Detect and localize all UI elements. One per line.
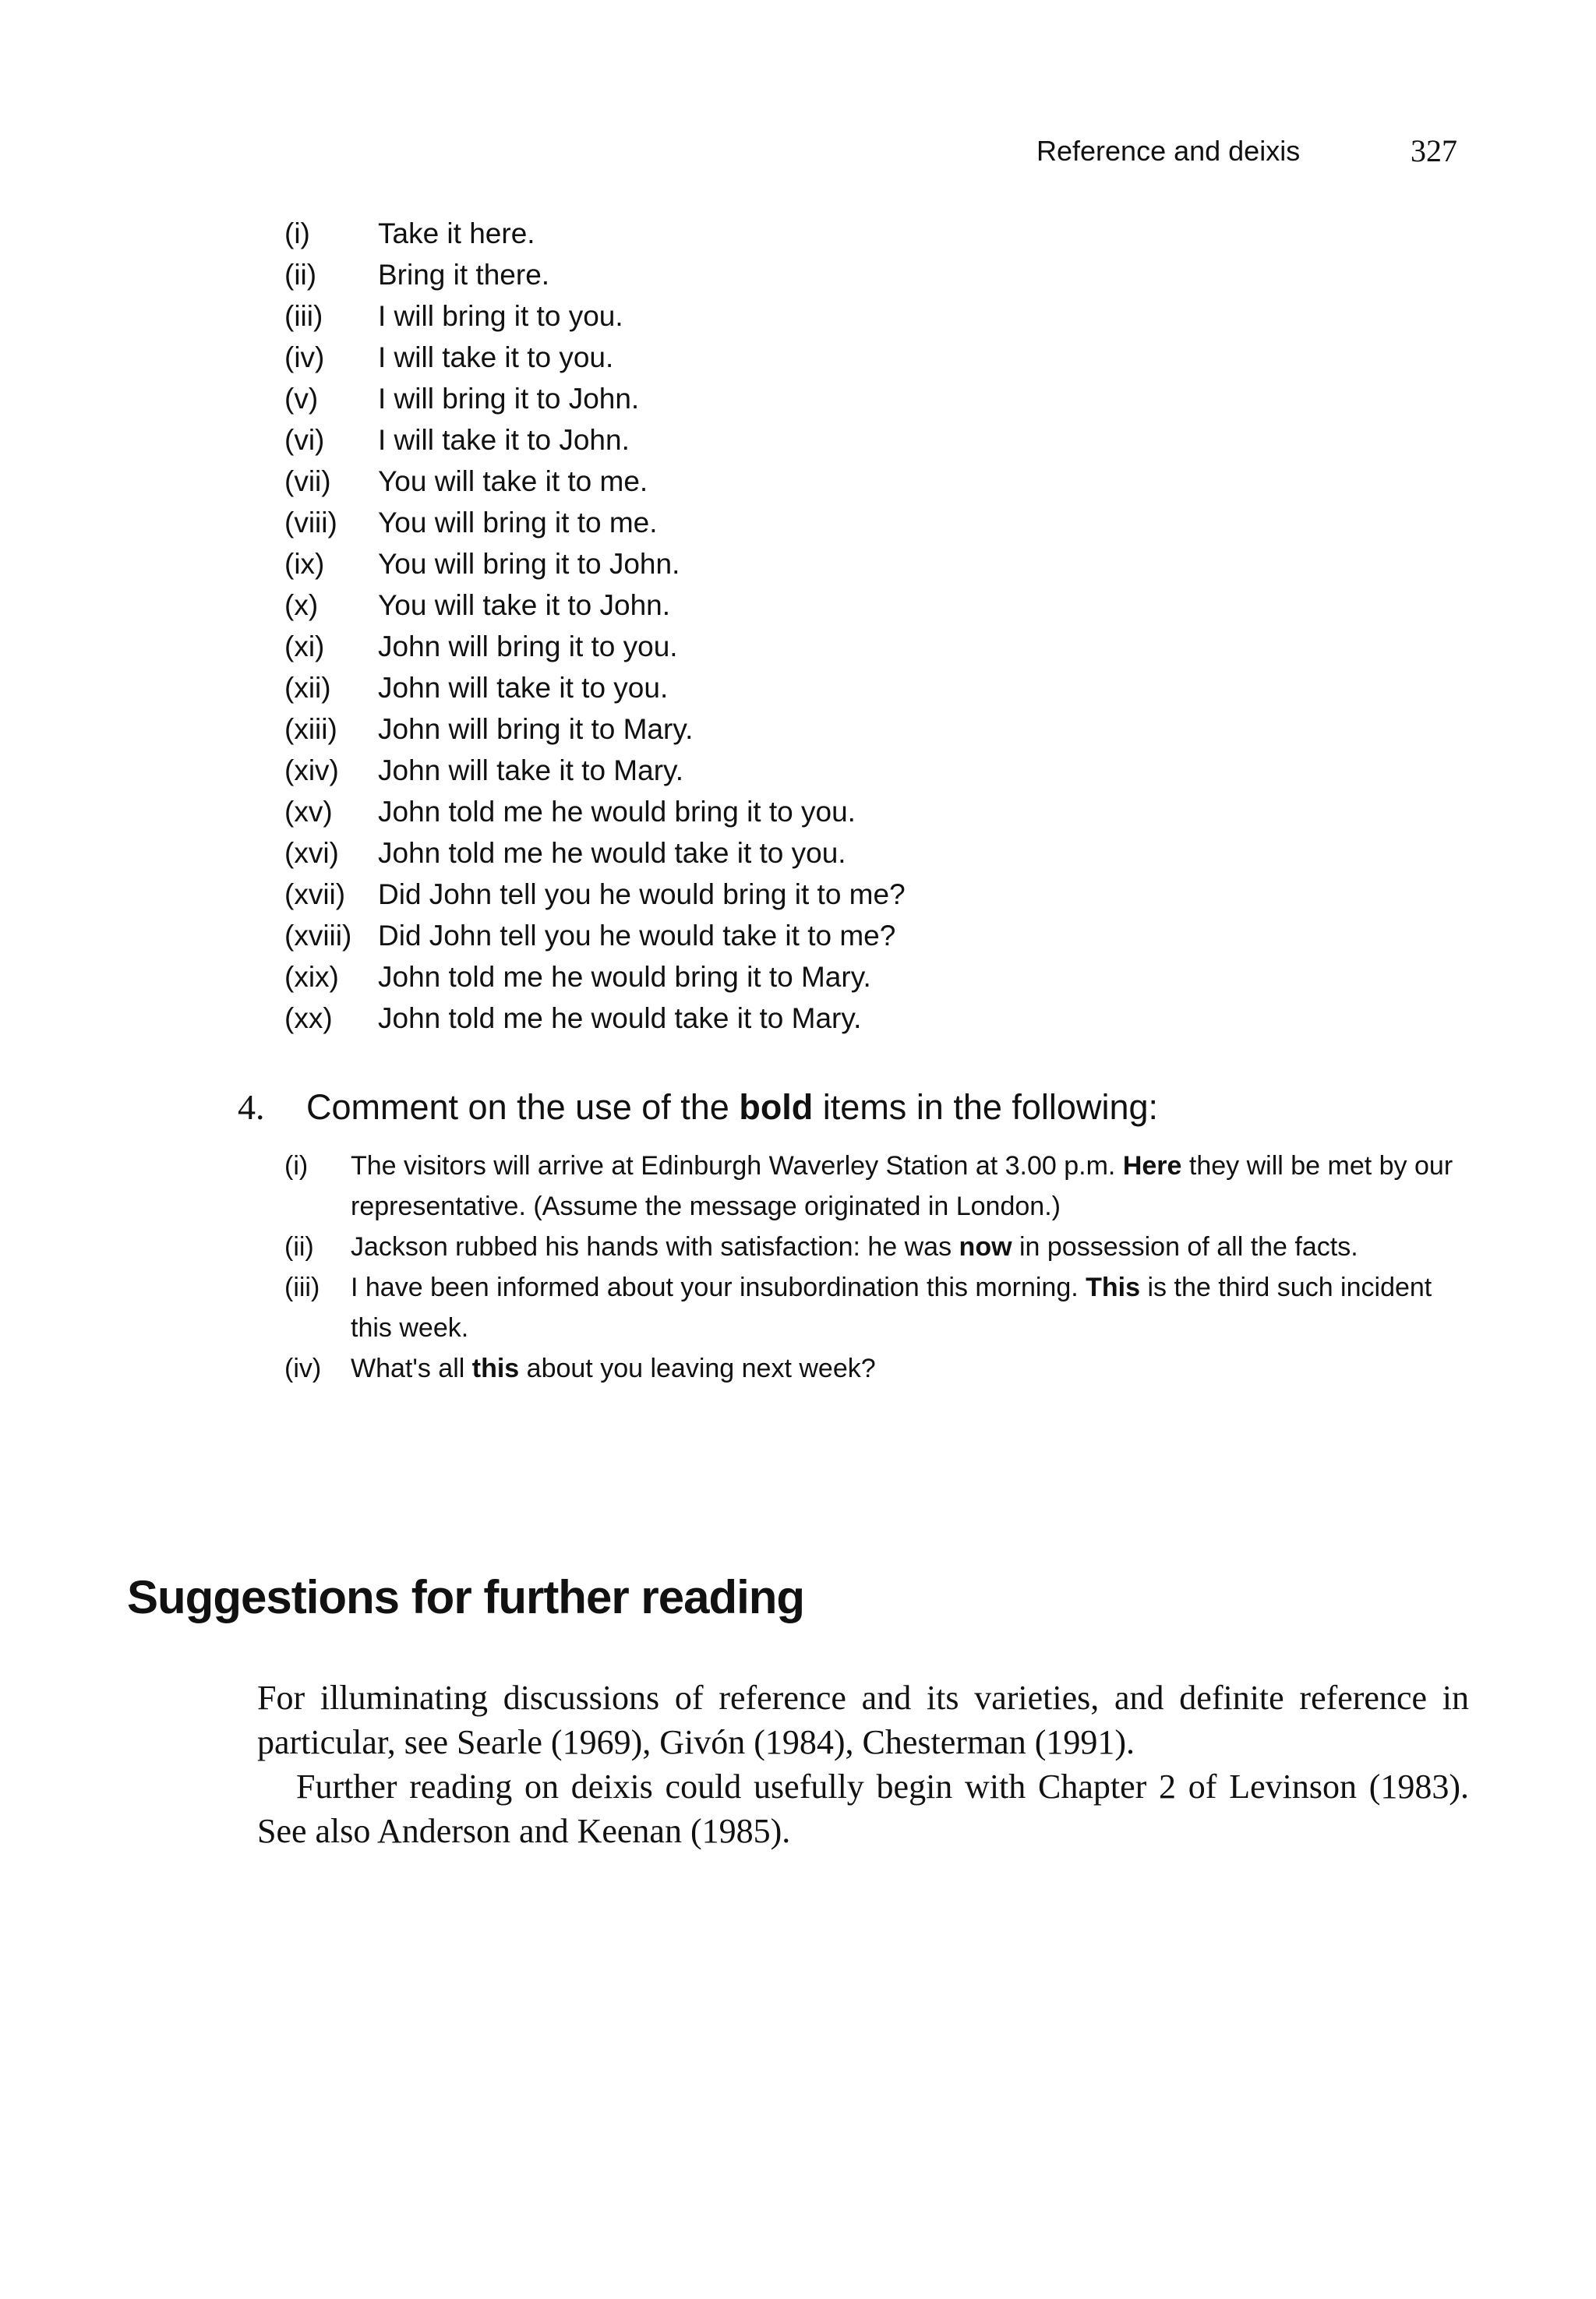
item-text: You will bring it to John. — [378, 548, 680, 580]
item-number: (iii) — [284, 300, 323, 332]
item-number: (xv) — [284, 796, 333, 828]
item-text: Bring it there. — [378, 259, 550, 291]
item-number: (ii) — [284, 1232, 314, 1262]
item-number: (v) — [284, 383, 319, 415]
item-text: I will bring it to John. — [378, 383, 640, 415]
item-text: John will take it to Mary. — [378, 754, 684, 786]
item-text: John told me he would take it to you. — [378, 837, 846, 869]
item-text: Did John tell you he would bring it to me? — [378, 878, 906, 910]
page-number: 327 — [1411, 133, 1457, 168]
item-number: (viii) — [284, 507, 337, 539]
item-text — [351, 1354, 876, 1383]
list-item — [284, 708, 1375, 750]
item-text: I will take it to you. — [378, 341, 614, 373]
item-number: (xx) — [284, 1002, 333, 1034]
list-item — [284, 337, 1375, 378]
item-text: John told me he would take it to Mary. — [378, 1002, 862, 1034]
item-text: You will take it to John. — [378, 589, 671, 621]
list-item — [284, 295, 1375, 337]
list-item — [284, 378, 1375, 419]
item-text: I will take it to John. — [378, 424, 630, 456]
item-text — [351, 1232, 1358, 1262]
prompt-bold-word: bold — [739, 1087, 814, 1127]
list-item — [284, 750, 1375, 791]
list-item — [284, 667, 1375, 708]
item-number: (xiii) — [284, 713, 337, 745]
question-number: 4. — [238, 1087, 265, 1127]
item-number: (iv) — [284, 341, 325, 373]
item-number: (ii) — [284, 259, 317, 291]
item-text: John told me he would bring it to you. — [378, 796, 856, 828]
item-number: (xvi) — [284, 837, 339, 869]
item-number: (xvii) — [284, 878, 346, 910]
bold-term: this — [471, 1354, 520, 1383]
further-reading-body — [257, 1676, 1469, 1853]
text-after: about you leaving next week? — [519, 1354, 876, 1383]
running-head-title: Reference and deixis — [1036, 135, 1301, 167]
list-item — [284, 461, 1375, 502]
list-item — [284, 832, 1375, 874]
item-text: John will bring it to you. — [378, 630, 678, 662]
bold-term: Here — [1122, 1151, 1182, 1181]
item-number: (iii) — [284, 1273, 320, 1302]
list-item — [284, 254, 1375, 295]
prompt-text: Comment on the use of the — [306, 1087, 740, 1127]
question-4-prompt — [238, 1079, 1158, 1135]
text-before: The visitors will arrive at Edinburgh Waverley Station at 3.00 p.m. — [351, 1151, 1123, 1181]
list-item — [284, 874, 1375, 915]
item-number: (xi) — [284, 630, 325, 662]
list-item — [284, 1227, 1469, 1267]
item-number: (vii) — [284, 465, 331, 497]
list-item — [284, 502, 1375, 543]
item-number: (xii) — [284, 672, 331, 704]
item-text: You will bring it to me. — [378, 507, 658, 539]
running-head — [1036, 131, 1457, 171]
list-item — [284, 543, 1375, 584]
example-sentence-list — [284, 213, 1375, 1039]
list-item — [284, 1267, 1469, 1348]
text-before: What's all — [351, 1354, 472, 1383]
item-text: John will bring it to Mary. — [378, 713, 694, 745]
list-item — [284, 626, 1375, 667]
item-number: (ix) — [284, 548, 325, 580]
list-item — [284, 791, 1375, 832]
bold-term: This — [1086, 1273, 1141, 1302]
item-text: Take it here. — [378, 217, 535, 249]
item-number: (iv) — [284, 1354, 322, 1383]
item-text: John will take it to you. — [378, 672, 669, 704]
bold-term: now — [959, 1232, 1012, 1262]
item-text: Did John tell you he would take it to me? — [378, 920, 896, 952]
item-number: (x) — [284, 589, 319, 621]
list-item — [284, 213, 1375, 254]
list-item — [284, 419, 1375, 461]
section-heading: Suggestions for further reading — [127, 1571, 805, 1623]
item-number: (i) — [284, 1151, 309, 1181]
item-text: I will bring it to you. — [378, 300, 623, 332]
text-after: they will be met by our representative. (Assume the message originated in London.) — [351, 1151, 1453, 1221]
text-after: is the third such incident this week. — [351, 1273, 1432, 1343]
list-item — [284, 1348, 1469, 1389]
paragraph: Further reading on deixis could usefully begin with Chapter 2 of Levinson (1983). See also Anderson and Keenan (1985). — [257, 1768, 1469, 1850]
item-number: (vi) — [284, 424, 325, 456]
item-number: (xix) — [284, 961, 339, 993]
prompt-text-end: items in the following: — [813, 1087, 1159, 1127]
text-before: I have been informed about your insubordination this morning. — [351, 1273, 1086, 1302]
question-4-items — [284, 1146, 1469, 1389]
text-after: in possession of all the facts. — [1012, 1232, 1358, 1262]
list-item — [284, 998, 1375, 1039]
item-text — [351, 1273, 1432, 1343]
item-text: John told me he would bring it to Mary. — [378, 961, 871, 993]
item-number: (xviii) — [284, 920, 352, 952]
list-item — [284, 1146, 1469, 1227]
item-text — [351, 1151, 1453, 1221]
text-before: Jackson rubbed his hands with satisfaction: he was — [351, 1232, 959, 1262]
list-item — [284, 584, 1375, 626]
item-number: (xiv) — [284, 754, 339, 786]
list-item — [284, 915, 1375, 956]
list-item — [284, 956, 1375, 998]
item-text: You will take it to me. — [378, 465, 648, 497]
item-number: (i) — [284, 217, 310, 249]
paragraph: For illuminating discussions of reference and its varieties, and definite reference in particular, see Searle (1969), Givón (1984), Chesterman (1991). — [257, 1679, 1469, 1761]
